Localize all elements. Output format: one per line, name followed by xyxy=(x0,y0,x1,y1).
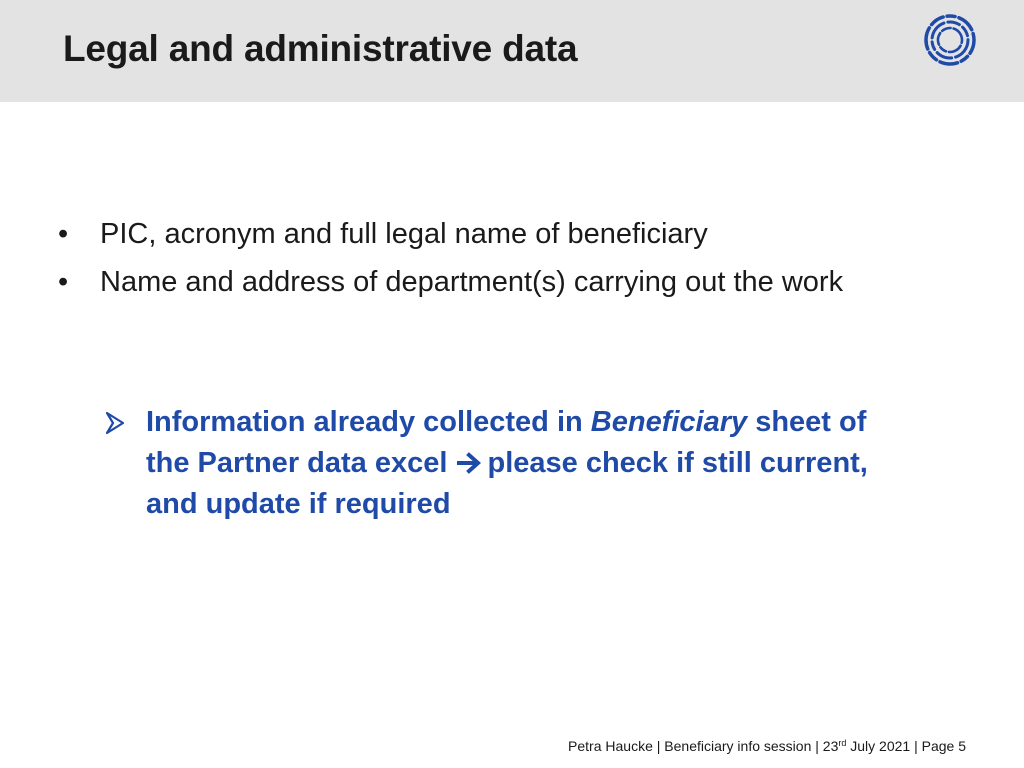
footer xyxy=(568,738,966,754)
highlight-note xyxy=(104,402,914,525)
highlight-emphasis: Beneficiary xyxy=(590,406,748,438)
footer-event: Beneficiary info session xyxy=(664,738,812,754)
footer-separator: | xyxy=(652,738,665,754)
footer-date-rest: July 2021 xyxy=(846,738,911,754)
footer-date-day: 23 xyxy=(822,738,839,754)
list-item xyxy=(58,214,918,254)
arrowhead-bullet-icon xyxy=(104,410,126,436)
bullet-marker: • xyxy=(58,266,69,298)
bullet-text: Name and address of department(s) carrying out the work xyxy=(100,266,844,298)
highlight-text-middle: sheet of the Partner data excel xyxy=(146,406,867,479)
highlight-text xyxy=(104,402,914,525)
bullet-list xyxy=(58,214,918,310)
footer-separator: | xyxy=(910,738,922,754)
bullet-marker: • xyxy=(58,218,69,250)
footer-author: Petra Haucke xyxy=(568,738,653,754)
bullet-text: PIC, acronym and full legal name of beneficiary xyxy=(100,218,708,250)
highlight-text-before: Information already collected in xyxy=(146,406,591,438)
footer-date-suffix: rd xyxy=(838,738,847,748)
footer-separator: | xyxy=(811,738,823,754)
footer-page-number: Page 5 xyxy=(921,738,966,754)
list-item xyxy=(58,262,918,302)
right-arrow-icon xyxy=(457,452,483,474)
circular-segmented-logo-icon xyxy=(922,12,978,68)
header-bar xyxy=(0,0,1024,102)
highlight-text-after: please check if still current, and update if required xyxy=(146,447,868,520)
slide-title: Legal and administrative data xyxy=(63,28,578,69)
